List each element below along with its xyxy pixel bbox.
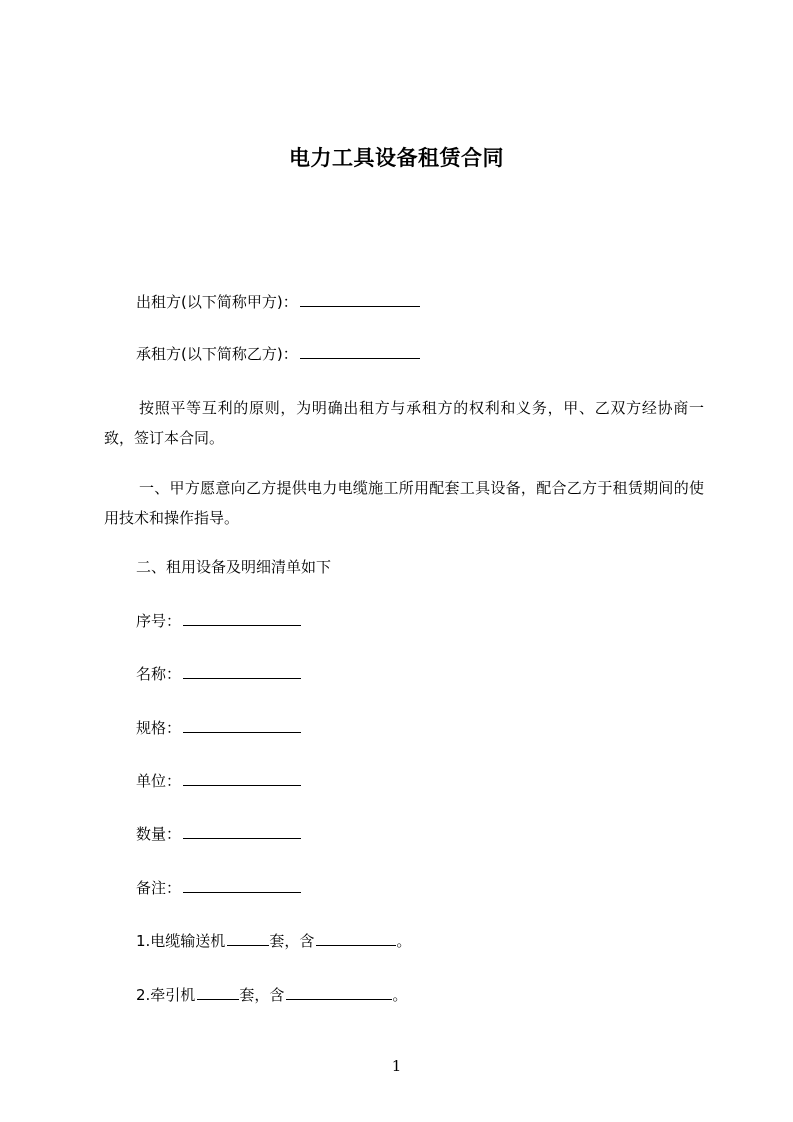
quantity-label: 数量： xyxy=(136,825,182,843)
quantity-blank xyxy=(183,824,301,839)
lessee-label: 承租方(以下简称乙方)： xyxy=(136,345,298,363)
unit-label: 单位： xyxy=(136,772,182,790)
quantity-field xyxy=(136,824,301,844)
lessor-blank xyxy=(300,292,420,307)
intro-paragraph: 按照平等互利的原则，为明确出租方与承租方的权利和义务，甲、乙双方经协商一致，签订本合同。 xyxy=(104,399,704,447)
lessor-line xyxy=(136,292,420,312)
remark-field xyxy=(136,878,301,898)
item-1-end: 。 xyxy=(396,932,412,950)
page-number: 1 xyxy=(391,1057,402,1075)
clause-1: 一、甲方愿意向乙方提供电力电缆施工所用配套工具设备，配合乙方于租赁期间的使用技术和操作指导。 xyxy=(104,479,704,527)
name-blank xyxy=(183,664,301,679)
item-2-contents-blank xyxy=(286,985,392,1000)
document-title: 电力工具设备租赁合同 xyxy=(289,146,504,170)
remark-label: 备注： xyxy=(136,879,182,897)
item-2 xyxy=(136,985,407,1005)
item-2-name: 2.牵引机 xyxy=(136,986,196,1004)
serial-field xyxy=(136,611,301,631)
item-2-unit: 套，含 xyxy=(239,986,285,1004)
remark-blank xyxy=(183,878,301,893)
unit-field xyxy=(136,771,301,791)
name-field xyxy=(136,664,301,684)
spec-field xyxy=(136,718,301,738)
spec-blank xyxy=(183,718,301,733)
unit-blank xyxy=(183,771,301,786)
item-1-qty-blank xyxy=(227,931,269,946)
serial-blank xyxy=(183,611,301,626)
item-1-contents-blank xyxy=(316,931,396,946)
clause-2-heading: 二、租用设备及明细清单如下 xyxy=(136,558,332,576)
lessee-blank xyxy=(300,344,420,359)
item-1 xyxy=(136,931,411,951)
item-2-qty-blank xyxy=(197,985,239,1000)
item-2-end: 。 xyxy=(392,986,408,1004)
lessee-line xyxy=(136,344,420,364)
name-label: 名称： xyxy=(136,665,182,683)
lessor-label: 出租方(以下简称甲方)： xyxy=(136,293,298,311)
spec-label: 规格： xyxy=(136,719,182,737)
item-1-unit: 套，含 xyxy=(269,932,315,950)
item-1-name: 1.电缆输送机 xyxy=(136,932,226,950)
serial-label: 序号： xyxy=(136,612,182,630)
